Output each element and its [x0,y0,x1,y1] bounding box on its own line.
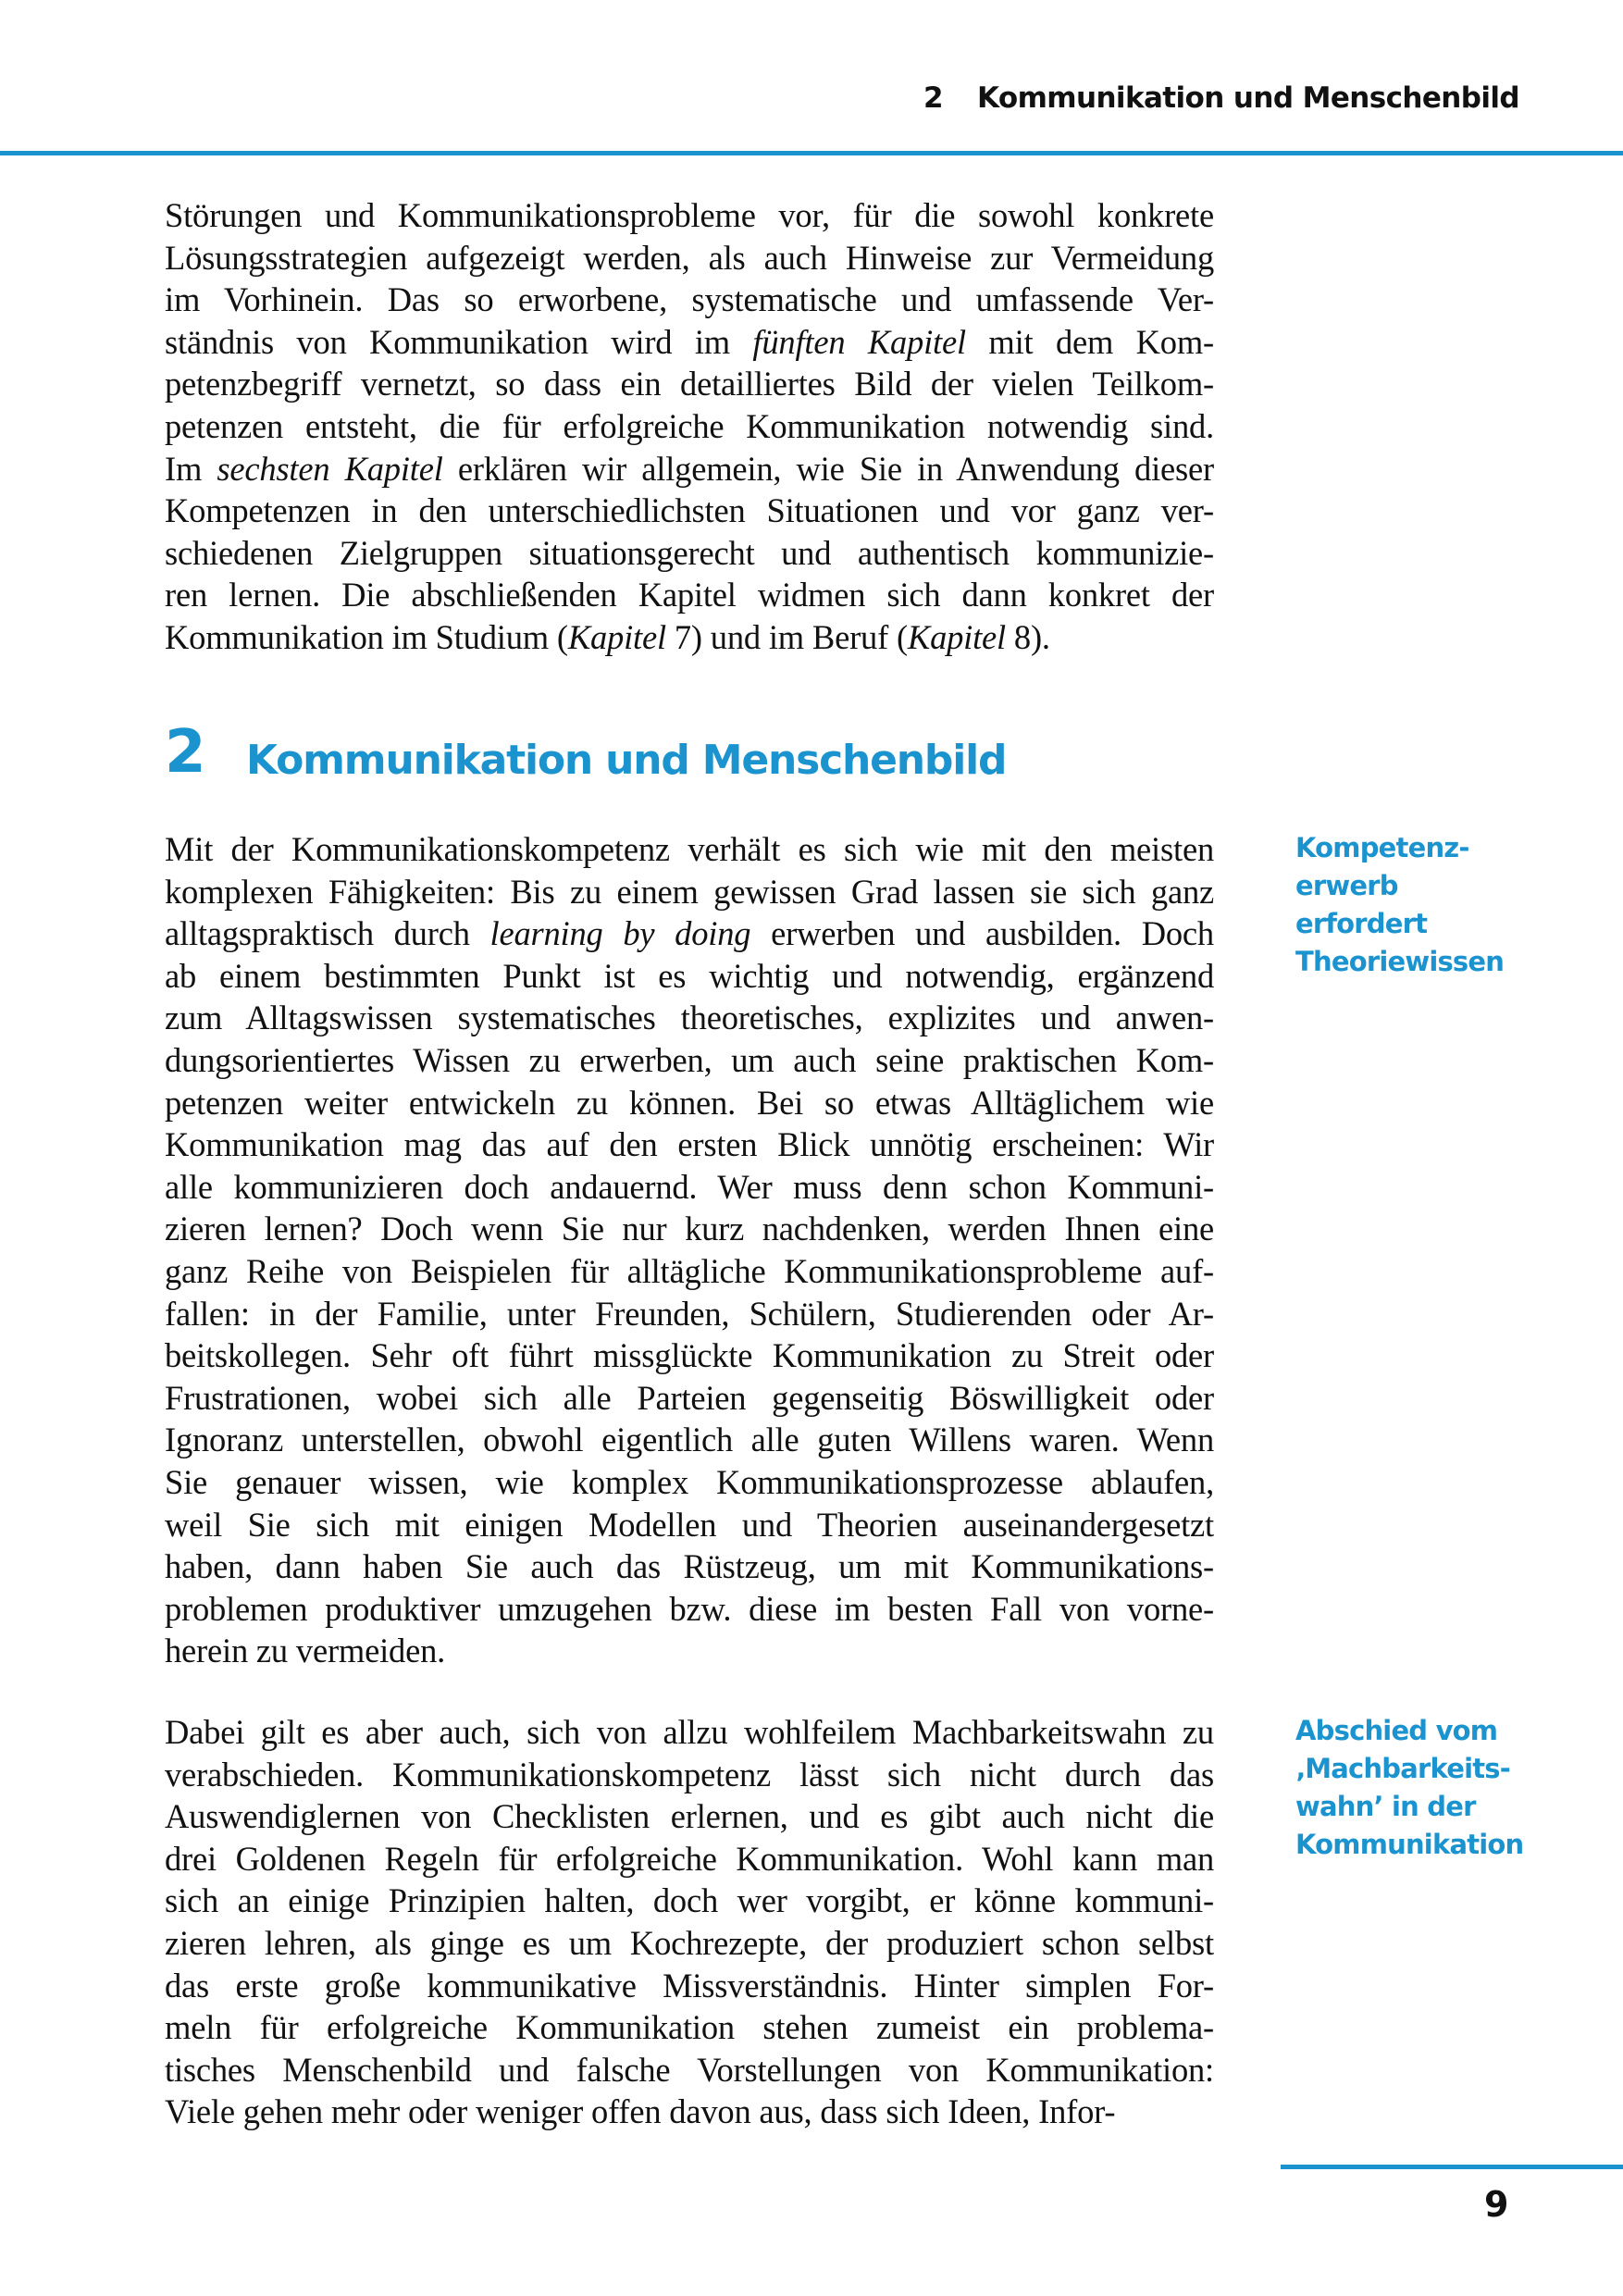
text-line: herein zu vermeiden. [165,1632,446,1670]
text-line: haben, dann haben Sie auch das Rüstzeug, um mit Kommunikations- [165,1547,1214,1586]
margin-note-line: Abschied vom [1295,1715,1498,1746]
text-line: Auswendiglernen von Checklisten erlernen, und es gibt auch nicht die [165,1797,1214,1836]
footer-rule [1281,2165,1623,2169]
paragraph-intro-continuation [165,194,1214,659]
section-number: 2 [165,718,206,787]
text-line: weil Sie sich mit einigen Modellen und Theorien auseinandergesetzt [165,1505,1214,1544]
text-line: Störungen und Kommunikationsprobleme vor, für die sowohl konkrete [165,196,1214,234]
page-number: 9 [1484,2184,1509,2225]
text-line: Mit der Kommunikationskompetenz verhält es sich wie mit den meisten [165,830,1214,868]
text-line: ständnis von Kommunikation wird im fünften Kapitel mit dem Kom- [165,322,1215,361]
text-line: sich an einige Prinzipien halten, doch wer vorgibt, er könne kommuni- [165,1881,1214,1920]
text-line: meln für erfolgreiche Kommunikation stehen zumeist ein problema- [165,2008,1214,2047]
text-line: verabschieden. Kommunikationskompetenz lässt sich nicht durch das [165,1755,1214,1793]
text-line: Lösungsstrategien aufgezeigt werden, als auch Hinweise zur Vermeidung [165,238,1214,277]
text-line: alltagspraktisch durch learning by doing erwerben und ausbilden. Doch [165,914,1214,953]
margin-note-line: Kompetenz- [1295,832,1469,863]
text-line: Dabei gilt es aber auch, sich von allzu wohlfeilem Machbarkeitswahn zu [165,1713,1214,1751]
running-header-chapter-title: Kommunikation und Menschenbild [977,81,1519,115]
paragraph-communication-competence [165,828,1214,1672]
text-line: Kommunikation im Studium (Kapitel 7) und im Beruf (Kapitel 8). [165,617,1050,656]
text-line: petenzen weiter entwickeln zu können. Bei so etwas Alltäglichem wie [165,1083,1214,1122]
text-line: Im sechsten Kapitel erklären wir allgemein, wie Sie in Anwendung dieser [165,449,1215,488]
margin-note-feasibility-delusion [1295,1712,1573,1864]
text-line: Viele gehen mehr oder weniger offen davon aus, dass sich Ideen, Infor- [165,2092,1116,2131]
text-line: ab einem bestimmten Punkt ist es wichtig und notwendig, ergänzend [165,956,1214,995]
emphasis: learning by doing [489,914,751,953]
text-line: das erste große kommunikative Missverständnis. Hinter simplen For- [165,1966,1214,2004]
paragraph-feasibility-delusion [165,1711,1214,2133]
text-line: schiedenen Zielgruppen situationsgerecht und authentisch kommunizie- [165,533,1214,572]
text-line: ren lernen. Die abschließenden Kapitel widmen sich dann konkret der [165,576,1214,614]
text-line: fallen: in der Familie, unter Freunden, Schülern, Studierenden oder Ar- [165,1294,1214,1333]
text-line: Kompetenzen in den unterschiedlichsten Situationen und vor ganz ver- [165,491,1214,530]
text-line: Kommunikation mag das auf den ersten Blick unnötig erscheinen: Wir [165,1125,1214,1164]
section-title: Kommunikation und Menschenbild [246,737,1007,784]
text-line: im Vorhinein. Das so erworbene, systematische und umfassende Ver- [165,280,1214,319]
text-line: zieren lehren, als ginge es um Kochrezepte, der produziert schon selbst [165,1923,1214,1962]
header-rule [0,151,1623,155]
emphasis: sechsten Kapitel [217,449,443,488]
emphasis: Kapitel [907,617,1006,656]
text-line: beitskollegen. Sehr oft führt missglückte Kommunikation zu Streit oder [165,1336,1214,1375]
emphasis: Kapitel [567,617,666,656]
text-line: Frustrationen, wobei sich alle Parteien gegenseitig Böswilligkeit oder [165,1378,1214,1417]
text-line: zum Alltagswissen systematisches theoretisches, explizites und anwen- [165,999,1214,1037]
text-line: problemen produktiver umzugehen bzw. diese im besten Fall von vorne- [165,1589,1214,1628]
text-line: ganz Reihe von Beispielen für alltägliche Kommunikationsprobleme auf- [165,1251,1214,1290]
text-line: Sie genauer wissen, wie komplex Kommunikationsprozesse ablaufen, [165,1462,1214,1501]
text-line: alle kommunizieren doch andauernd. Wer muss denn schon Kommuni- [165,1167,1214,1206]
text-line: komplexen Fähigkeiten: Bis zu einem gewissen Grad lassen sie sich ganz [165,872,1214,911]
margin-note-line: Kommunikation [1295,1829,1524,1860]
text-line: petenzen entsteht, die für erfolgreiche Kommunikation notwendig sind. [165,406,1214,445]
text-line: petenzbegriff vernetzt, so dass ein detailliertes Bild der vielen Teilkom- [165,365,1214,403]
text-line: dungsorientiertes Wissen zu erwerben, um auch seine praktischen Kom- [165,1040,1214,1079]
emphasis: fünften Kapitel [752,322,966,361]
text-line: zieren lernen? Doch wenn Sie nur kurz nachdenken, werden Ihnen eine [165,1210,1214,1248]
margin-note-line: ‚Machbarkeits- [1295,1753,1510,1784]
margin-note-line: wahn’ in der [1295,1791,1476,1822]
running-header-chapter-number: 2 [923,81,943,115]
text-line: tisches Menschenbild und falsche Vorstellungen von Kommunikation: [165,2050,1214,2089]
text-line: Ignoranz unterstellen, obwohl eigentlich alle guten Willens waren. Wenn [165,1421,1214,1459]
running-header [907,81,1518,122]
text-line: drei Goldenen Regeln für erfolgreiche Kommunikation. Wohl kann man [165,1839,1214,1878]
margin-note-line: erwerb [1295,870,1398,901]
margin-note-line: Theoriewissen [1295,946,1505,977]
margin-note-theory-knowledge [1295,829,1573,981]
margin-note-line: erfordert [1295,908,1428,939]
